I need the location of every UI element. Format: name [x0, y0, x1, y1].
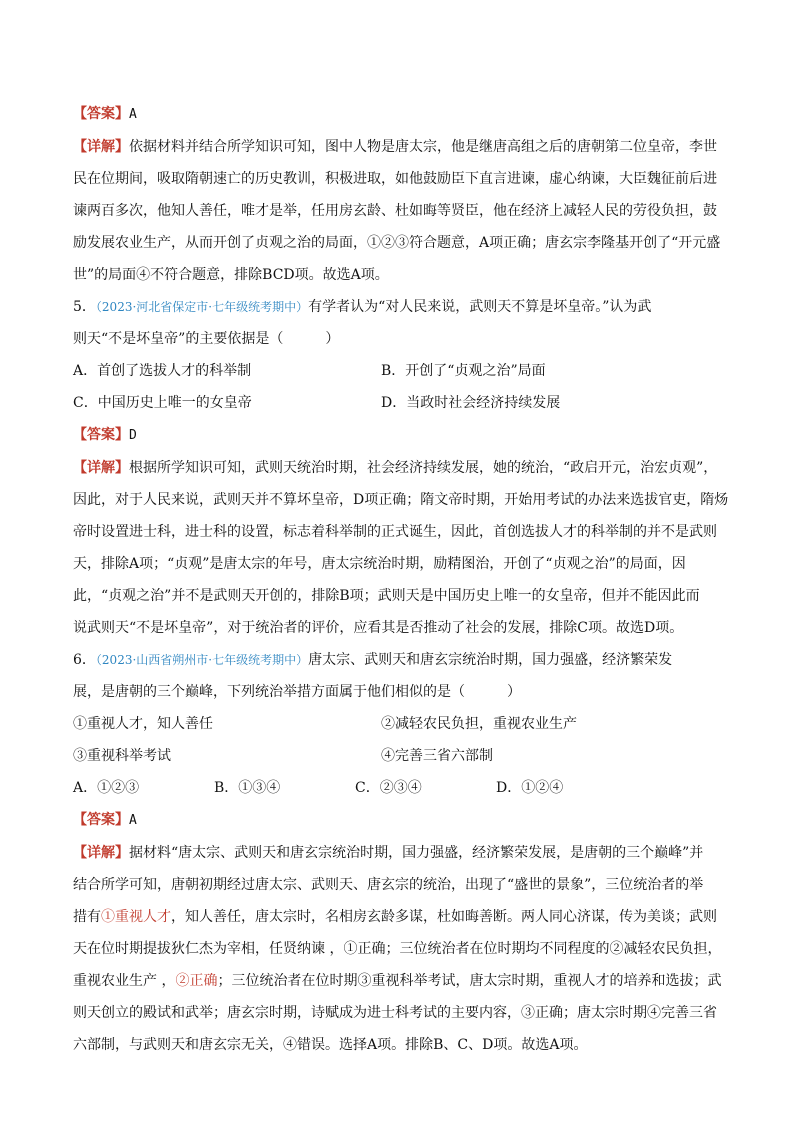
- option-c: C．②③④: [355, 780, 422, 796]
- q4-detail-line-4: 励发展农业生产，从而开创了贞观之治的局面，①②③符合题意，A项正确；唐玄宗李隆基开创了“开元盛: [73, 235, 721, 251]
- q5-detail-line-5: 此，“贞观之治”并不是武则天开创的，排除B项；武则天是中国历史上唯一的女皇帝，但并不能因此而: [73, 588, 700, 604]
- q6-items-row-1: [73, 708, 733, 740]
- q4-detail-line-1: 【详解】依据材料并结合所学知识可知，图中人物是唐太宗，他是继唐高组之后的唐朝第二位皇帝，李世: [73, 139, 717, 155]
- q4-detail-line-2: 民在位期间，吸取隋朝速亡的历史教训，积极进取，如他鼓励臣下直言进谏，虚心纳谏，大臣魏征前后进: [73, 171, 717, 187]
- item-1: ①重视人才，知人善任: [73, 716, 213, 732]
- option-a: A．首创了选拔人才的科举制: [73, 363, 252, 379]
- answer-value: A: [129, 107, 137, 122]
- q5-stem-line-1: 5．（2023·河北省保定市·七年级统考期中）有学者认为“对人民来说，武则天不算是坏皇帝。”认为武: [73, 299, 652, 315]
- option-b: B．开创了“贞观之治”局面: [381, 363, 546, 379]
- answer-tag: 【答案】: [73, 427, 129, 443]
- item-2: ②减轻农民负担，重视农业生产: [381, 716, 577, 732]
- detail-tag: 【详解】: [73, 845, 129, 861]
- q4-detail-line-5: 世”的局面④不符合题意，排除BCD项。故选A项。: [73, 267, 389, 283]
- option-a: A．①②③: [73, 780, 140, 796]
- question-source: （2023·河北省保定市·七年级统考期中）: [95, 300, 309, 314]
- q5-detail-line-1: 【详解】根据所学知识可知，武则天统治时期，社会经济持续发展，她的统治，“政启开元，治宏贞观”，: [73, 460, 718, 476]
- answer-tag: 【答案】: [73, 812, 129, 828]
- q5-options-row-2: [73, 387, 733, 419]
- q6-detail-line-5: 重视农业生产 ，②正确；三位统治者在位时期③重视科举考试，唐太宗时期，重视人才的培养和选拔；武: [73, 973, 722, 989]
- q6-stem-line-1: 6．（2023·山西省朔州市·七年级统考期中）唐太宗、武则天和唐玄宗统治时期，国力强盛，经济繁荣发: [73, 652, 673, 668]
- document-page: [73, 98, 733, 1061]
- option-b: B．①③④: [214, 780, 281, 796]
- q5-detail-line-2: 因此，对于人民来说，武则天并不算坏皇帝，D项正确；隋文帝时期，开始用考试的办法来选拔官吏，隋炀: [73, 492, 729, 508]
- q5-detail-line-3: 帝时设置进士科，进士科的设置，标志着科举制的正式诞生，因此，首创选拔人才的科举制的并不是武则: [73, 524, 717, 540]
- q5-answer-line: [73, 419, 733, 452]
- question-number: 5．: [73, 299, 96, 315]
- answer-tag: 【答案】: [73, 106, 129, 122]
- q6-items-row-2: [73, 740, 733, 772]
- q6-detail-line-4: 天在位时期提拔狄仁杰为宰相，任贤纳谏 ，①正确；三位统治者在位时期均不同程度的②减轻农民负担，: [73, 941, 722, 957]
- q5-detail-line-4: 天，排除A项；“贞观”是唐太宗的年号，唐太宗统治时期，励精图治，开创了“贞观之治”的局面，因: [73, 556, 686, 572]
- q6-detail-line-1: 【详解】据材料“唐太宗、武则天和唐玄宗统治时期，国力强盛，经济繁荣发展，是唐朝的三个巅峰”并: [73, 845, 704, 861]
- q5-detail-line-6: 说武则天“不是坏皇帝”，对于统治者的评价，应看其是否推动了社会的发展，排除C项。故选D项。: [73, 620, 684, 636]
- item-3: ③重视科举考试: [73, 748, 171, 764]
- q6-detail-line-6: 则天创立的殿试和武举；唐玄宗时期，诗赋成为进士科考试的主要内容，③正确；唐太宗时期④完善三省: [73, 1005, 717, 1021]
- q6-detail-line-3: 措有①重视人才，知人善任，唐太宗时，名相房玄龄多谋，杜如晦善断。两人同心济谋，传为美谈；武则: [73, 909, 717, 925]
- q6-detail-line-7: 六部制，与武则天和唐玄宗无关，④错误。选择A项。排除B、C、D项。故选A项。: [73, 1037, 588, 1053]
- question-source: （2023·山西省朔州市·七年级统考期中）: [95, 653, 309, 667]
- q6-stem-line-2: 展，是唐朝的三个巅峰，下列统治举措方面属于他们相似的是（ ）: [73, 684, 521, 700]
- item-4: ④完善三省六部制: [381, 748, 493, 764]
- highlighted-text: ①重视人才: [101, 909, 171, 925]
- q6-detail-line-2: 结合所学可知，唐朝初期经过唐太宗、武则天、唐玄宗的统治，出现了“盛世的景象”，三位统治者的举: [73, 877, 704, 893]
- detail-tag: 【详解】: [73, 139, 129, 155]
- option-d: D．当政时社会经济持续发展: [381, 395, 561, 411]
- highlighted-text: ②正确: [175, 973, 218, 989]
- question-number: 6．: [73, 652, 96, 668]
- q4-answer-line: [73, 98, 733, 131]
- q6-answer-line: [73, 804, 733, 837]
- q4-detail-line-3: 谏两百多次，他知人善任，唯才是举，任用房玄龄、杜如晦等贤臣，他在经济上减轻人民的劳役负担，鼓: [73, 203, 717, 219]
- detail-tag: 【详解】: [73, 460, 129, 476]
- option-d: D．①②④: [496, 780, 564, 796]
- q6-options-row: [73, 772, 733, 804]
- option-c: C．中国历史上唯一的女皇帝: [73, 395, 252, 411]
- answer-value: A: [129, 813, 137, 828]
- q5-options-row-1: [73, 355, 733, 387]
- answer-value: D: [129, 428, 137, 443]
- q5-stem-line-2: 则天“不是坏皇帝”的主要依据是（ ）: [73, 331, 340, 347]
